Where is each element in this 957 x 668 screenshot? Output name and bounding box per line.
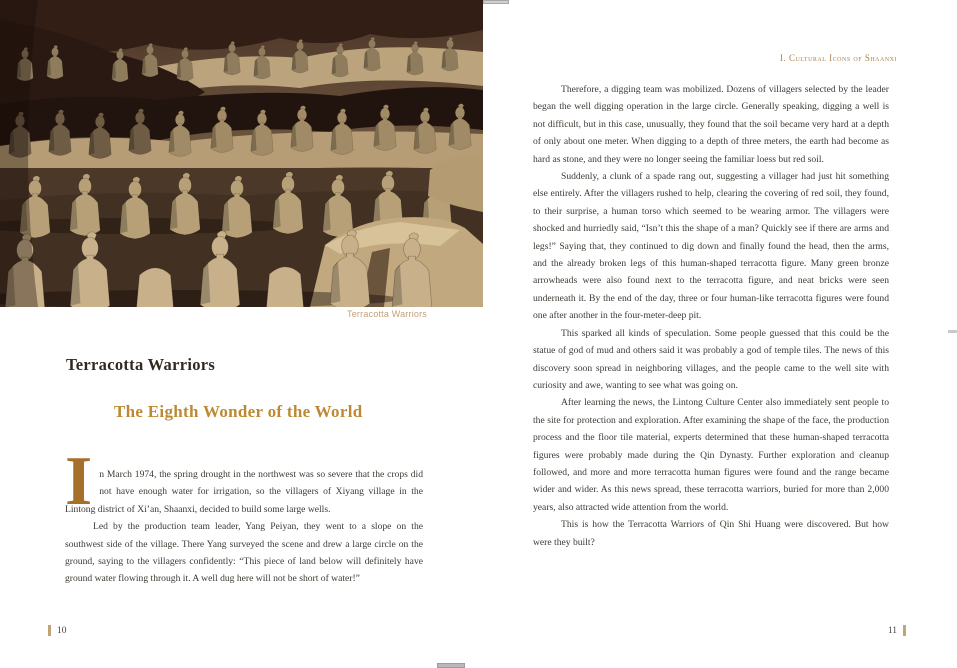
- page-number-text: 11: [887, 625, 897, 636]
- bottom-scrollbar-thumb[interactable]: [437, 663, 465, 668]
- right-page-body: [533, 81, 889, 551]
- photo-caption: Terracotta Warriors: [347, 309, 427, 319]
- paragraph: [65, 443, 423, 520]
- terracotta-army-photo: [0, 0, 483, 307]
- page-number-text: 10: [57, 625, 67, 636]
- left-page-number: [48, 625, 67, 636]
- right-scrollbar-thumb[interactable]: [948, 330, 957, 333]
- paragraph: Led by the production team leader, Yang Peiyan, they went to a slope on the southwest side of the village. There Yang surveyed the scene and drew a large circle on the ground, saying to the villagers confidently: “This piece of land below will definitely have ground water flowing through it. A well dug here will not be short of water!”: [65, 521, 423, 585]
- chapter-subtitle: The Eighth Wonder of the World: [114, 402, 363, 422]
- page-number-bar: [48, 625, 51, 636]
- paragraph: After learning the news, the Lintong Culture Center also immediately sent people to the site for protection and exploration. After examining the shape of the face, the production process and the floor tile material, experts determined that these human-shaped terracotta figures were probably made during the Qin Dynasty. Further exploration and cleanup followed, and more and more terracotta human figures were found and the range became wider and wider. As this news spread, these terracotta warriors, buried for more than 2,000 years, also attracted wide attention from the world.: [533, 397, 889, 513]
- paragraph: Suddenly, a clunk of a spade rang out, suggesting a villager had just hit something else entirely. After the villagers rushed to help, clearing the covering of red soil, they found, to their surprise, a human torso which seemed to be wearing armor. The villagers were shocked and hurriedly said, “Isn’t this the shape of a man? Quickly see if there are arms and legs!” Saying that, they continued to dig down and finally found the head, then the arms, and the already broken legs of this human-shaped terracotta figure. Many green bronze arrowheads were also found next to the terracotta figure, and neat bricks were seen underneath it. By the end of the day, three or four human-like terracotta figures were found one after another in the four-meter-deep pit.: [533, 171, 889, 322]
- paragraph-text: n March 1974, the spring drought in the northwest was so severe that the crops did not have enough water for irrigation, so the villagers of Xiyang village in the Lintong district of Xi’an, Shaanxi, decided to build some large wells.: [65, 469, 423, 515]
- paragraph: This is how the Terracotta Warriors of Qin Shi Huang were discovered. But how were they built?: [533, 519, 889, 548]
- page-number-bar: [903, 625, 906, 636]
- top-scrollbar-thumb[interactable]: [483, 0, 509, 4]
- paragraph: This sparked all kinds of speculation. Some people guessed that this could be the statue of god of mud and others said it was probably a god of temple tiles. The news of this discovery soon spread in neighboring villages, and the people came to the well site with curiosity and awe, wanting to see what was going on.: [533, 327, 889, 391]
- right-page-number: [533, 625, 906, 636]
- running-header: I. Cultural Icons of Shaanxi: [779, 53, 897, 63]
- left-page-body: [65, 443, 423, 588]
- drop-cap: I: [65, 443, 93, 520]
- paragraph: Therefore, a digging team was mobilized. Dozens of villagers selected by the leader began the well digging operation in the large circle. Generally speaking, digging a well is not difficult, but in this case, unusually, they found that the soil became very hard at a depth of only about one meter. When digging to a depth of three meters, the earth had become as hard as stone, and they were no longer seeing the familiar loess but red soil.: [533, 84, 889, 165]
- chapter-title: Terracotta Warriors: [66, 355, 216, 375]
